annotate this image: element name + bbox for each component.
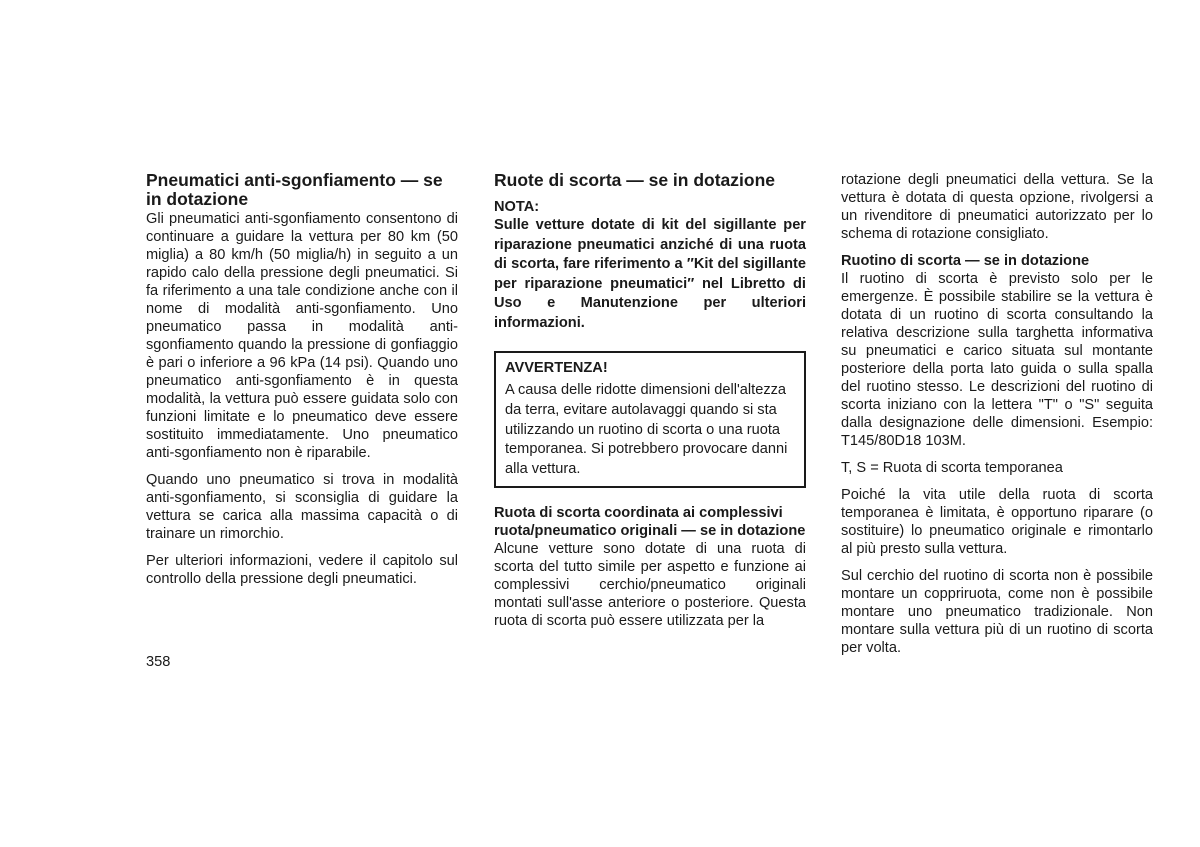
paragraph: Poiché la vita utile della ruota di scorta temporanea è limitata, è opportuno riparare (o sostituire) lo pneumatico originale e rimontarlo al più presto sulla vettura. [841, 487, 1153, 557]
paragraph: Per ulteriori informazioni, vedere il capitolo sul controllo della pressione degli pneumatici. [146, 553, 458, 587]
note-label: NOTA: [494, 199, 540, 215]
paragraph-continuation: rotazione degli pneumatici della vettura. Se la vettura è dotata di questa opzione, rivolgersi a un rivenditore di pneumatici autorizzato per lo schema di rotazione consigliato. [841, 172, 1153, 242]
warning-title: AVVERTENZA! [505, 360, 608, 376]
paragraph: Alcune vetture sono dotate di una ruota di scorta del tutto simile per aspetto e funzione ai complessivi cerchio/pneumatico originali montati sull'asse anteriore o posteriore. Questa ruota di scorta può essere utilizzata per la [494, 540, 806, 629]
note-text: Sulle vetture dotate di kit del sigillante per riparazione pneumatici anziché di una ruota di scorta, fare riferimento a ″Kit del sigillante per riparazione pneumatici″ nel Libretto di Uso e Manutenzione per ulteriori informazioni. [494, 217, 806, 331]
paragraph: Il ruotino di scorta è previsto solo per le emergenze. È possibile stabilire se la vettura è dotata di un ruotino di scorta consultando la relativa descrizione sulla targhetta informativa su pneumatici e carico situata sul montante posteriore della porta lato guida o sulla spalla del ruotino stesso. Le descrizioni del ruotino di scorta iniziano con la lettera "T" o "S" seguita dalla designazione delle dimensioni. Esempio: T145/80D18 103M. [841, 271, 1153, 449]
middle-column [494, 171, 806, 630]
warning-text: A causa delle ridotte dimensioni dell'altezza da terra, evitare autolavaggi quando si sta utilizzando un ruotino di scorta o una ruota temporanea. Si potrebbero provocare danni alla vettura. [505, 382, 788, 478]
paragraph: Quando uno pneumatico si trova in modalità anti-sgonfiamento, si sconsiglia di guidare la vettura se carica alla massima capacità o di trainare un rimorchio. [146, 472, 458, 542]
section-heading-spare-wheels: Ruote di scorta — se in dotazione [494, 170, 776, 190]
page-number: 358 [146, 654, 171, 670]
subheading-matching-spare: Ruota di scorta coordinata ai complessivi ruota/pneumatico originali — se in dotazione [494, 504, 806, 539]
right-column [841, 171, 1153, 657]
subheading-compact-spare: Ruotino di scorta — se in dotazione [841, 253, 1090, 269]
warning-box [494, 351, 806, 488]
paragraph: Sul cerchio del ruotino di scorta non è possibile montare un coppriruota, come non è possibile montare uno pneumatico tradizionale. Non montare sulla vettura più di un ruotino di scorta per volta. [841, 568, 1153, 656]
paragraph: Gli pneumatici anti-sgonfiamento consentono di continuare a guidare la vettura per 80 km (50 miglia) a 80 km/h (50 miglia/h) in seguito a un rapido calo della pressione degli pneumatici. Si fa riferimento a una tale condizione anche con il nome di modalità anti-sgonfiamento. Uno pneumatico passa in modalità anti-sgonfiamento quando la pressione di gonfiaggio è pari o inferiore a 96 kPa (14 psi). Quando uno pneumatico anti-sgonfiamento è in questa modalità, la vettura può essere guidata solo con funzioni limitate e lo pneumatico deve essere sostituito immediatamente. Uno pneumatico anti-sgonfiamento non è riparabile. [146, 211, 458, 461]
left-column [146, 171, 458, 588]
section-heading-run-flat: Pneumatici anti-sgonfiamento — se in dotazione [146, 170, 443, 209]
paragraph: T, S = Ruota di scorta temporanea [841, 460, 1063, 476]
